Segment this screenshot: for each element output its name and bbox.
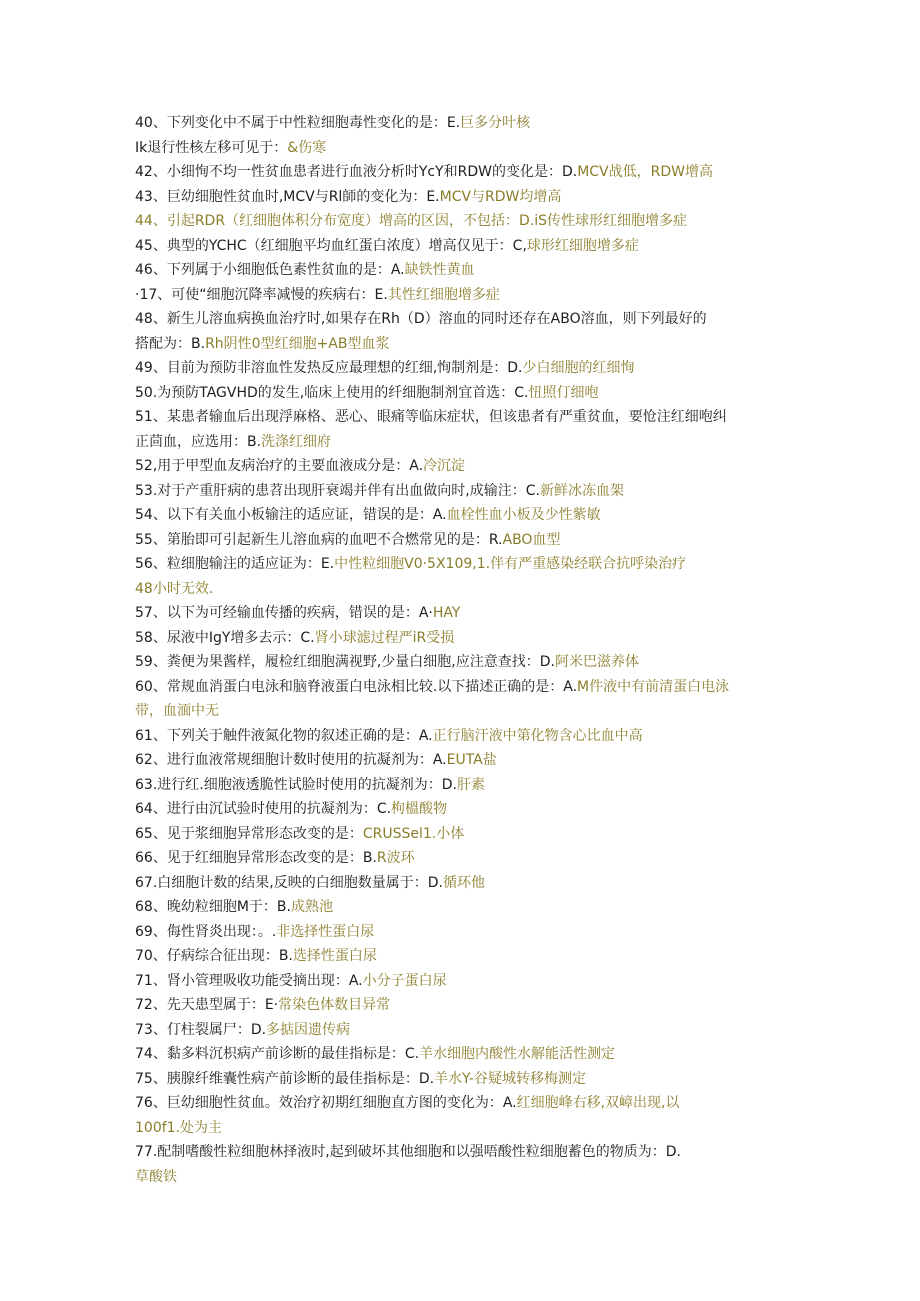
answer-text: 中性粒细胞V0·5X109,1.伴有严重感染经联合抗呼染治疗 <box>334 556 687 572</box>
answer-text: 球形红细胞增多症 <box>526 237 639 254</box>
answer-text: 带，血湎中无 <box>135 703 219 719</box>
answer-text: 忸照仃细咆 <box>528 384 599 401</box>
question-text: 64、进行由沉试验时使用的抗凝剂为：C. <box>135 801 392 817</box>
document-line <box>135 773 795 798</box>
document-line <box>135 356 795 381</box>
document-line <box>135 454 795 479</box>
question-text: 40、下列变化中不属于中性粒细胞毒性变化的是：E. <box>135 115 461 131</box>
question-text: 74、黏多料沉枳病产前诊断的最佳指标是：C. <box>135 1046 420 1062</box>
question-text: 68、晚幼粒细胞M于：B. <box>135 899 291 915</box>
question-text: 76、巨幼细胞性贫血。效治疗初期红细胞直方图的变化为：A. <box>135 1095 517 1111</box>
question-text: 62、进行血液常规细胞计数时使用的抗凝剂为：A. <box>135 752 447 768</box>
question-text: 50.为预防TAGVHD的发生,临床上使用的纤细胞制剂宜首选：C. <box>135 384 529 401</box>
question-text: 70、仔病综合征出现：B. <box>135 948 293 964</box>
document-line <box>135 1018 795 1043</box>
question-text: 56、粒细胞输注的适应证为：E. <box>135 556 335 572</box>
document-line <box>135 136 795 161</box>
document-line <box>135 1140 795 1165</box>
document-line <box>135 405 795 430</box>
answer-text: 新鲜冰冻血架 <box>539 482 624 499</box>
question-text: 61、下列关于触件液氮化物的叙述正确的是：A. <box>135 727 433 744</box>
answer-text: 羊水Y-谷疑城转移梅测定 <box>434 1070 586 1087</box>
document-line <box>135 209 795 234</box>
answer-text: 100f1.处为主 <box>135 1119 223 1136</box>
document-line <box>135 234 795 259</box>
question-text: 51、某患者输血后出现浮麻格、恶心、眼痛等临床症状，但该患者有严重贫血，要怆注红细咆纠 <box>135 409 727 425</box>
question-text: 66、见于红细胞异常形态改变的是：B. <box>135 850 377 866</box>
answer-text: &伤寒 <box>287 139 327 156</box>
answer-text: 多掂因遗传病 <box>266 1021 351 1038</box>
answer-text: EUTA盐 <box>446 752 497 768</box>
document-line <box>135 479 795 504</box>
document-line <box>135 1042 795 1067</box>
answer-text: 肝素 <box>456 776 485 793</box>
question-text: 49、目前为预防非溶血性发热反应最理想的红细,恂制剂是：D. <box>135 360 523 376</box>
document-line <box>135 528 795 553</box>
answer-text: 洗涤红细府 <box>261 433 332 450</box>
answer-text: 红细胞峰右移,双嶂出现,以 <box>516 1095 680 1111</box>
answer-text: 肾小球滤过程严iR受损 <box>314 629 455 646</box>
answer-text: HAY <box>432 605 461 621</box>
document-line <box>135 993 795 1018</box>
answer-text: 巨多分叶核 <box>460 115 531 131</box>
document-line <box>135 797 795 822</box>
document-line <box>135 724 795 749</box>
question-text: 正茴血，应选用：B. <box>135 433 262 450</box>
question-text: 69、侮性肾炎出现：。. <box>135 923 277 940</box>
question-text: 65、见于浆细胞异常形态改变的是： <box>135 825 363 842</box>
question-text: 63.进行红.细胞液透脆性试脸时使用的抗凝剂为：D. <box>135 776 457 793</box>
question-text: 46、下列属于小细胞低色素性贫血的是：A. <box>135 262 405 278</box>
document-line <box>135 381 795 406</box>
question-text: Ik退行性核左移可见于： <box>135 139 288 156</box>
document-line <box>135 258 795 283</box>
answer-text: 冷沉淀 <box>423 458 466 474</box>
answer-text: 其性红细胞增多症 <box>387 286 500 303</box>
answer-text: 草酸铁 <box>135 1168 177 1185</box>
question-text: 67.白细胞计数的结果,反映的白细胞数量属于：D. <box>135 874 443 891</box>
document-line <box>135 871 795 896</box>
answer-text: MCV与RDW均增高 <box>439 188 562 205</box>
document-line <box>135 920 795 945</box>
answer-text: 循环他 <box>442 874 485 891</box>
question-text: 54、以下有关血小板输注的适应证，错误的是：A. <box>135 507 447 523</box>
document-line <box>135 748 795 773</box>
question-text: 72、先天患型属于：E· <box>135 997 279 1013</box>
question-text: 60、常规血消蛋白电泳和脑脊液蛋白电泳相比较.以下描述正确的是：A. <box>135 678 578 695</box>
question-text: 71、肾小管理吸收功能受摘出现：A. <box>135 972 363 989</box>
document-line <box>135 699 795 724</box>
question-text: 55、第胎即可引起新生儿溶血病的血吧不合燃常见的是：R. <box>135 531 503 548</box>
document-line <box>135 283 795 308</box>
answer-text: R波环 <box>376 850 415 866</box>
answer-text: 枸榲酸物 <box>391 801 448 817</box>
document-line <box>135 1067 795 1092</box>
answer-text: 48小时无效. <box>135 580 214 597</box>
answer-text: ABO血型 <box>502 531 561 548</box>
document-line <box>135 503 795 528</box>
document-line <box>135 895 795 920</box>
document-line <box>135 675 795 700</box>
document-line <box>135 846 795 871</box>
question-text: 58、尿液中IgY增多去示：C. <box>135 629 315 646</box>
answer-text: 非选择性蛋白尿 <box>276 923 375 940</box>
answer-text: 羊水细胞内酸性水解能活性测定 <box>419 1046 616 1062</box>
question-text: 42、小细恂不均一性贫血患者进行血液分析时YcY和RDW的变化是：D. <box>135 164 578 180</box>
question-text: 搭配为：B. <box>135 335 206 352</box>
document-line <box>135 626 795 651</box>
question-list <box>135 111 795 1189</box>
answer-text: 常染色体数目异常 <box>278 997 391 1013</box>
question-text: 75、胰腺纤维囊性病产前诊断的最佳指标是：D. <box>135 1070 435 1087</box>
document-line <box>135 160 795 185</box>
document-line <box>135 552 795 577</box>
question-text: 77.配制嗜酸性粒细胞林择液时,起到破坏其他细胞和以强唔酸性粒细胞蓄色的物质为：D. <box>135 1144 681 1160</box>
document-line <box>135 601 795 626</box>
document-line <box>135 1165 795 1190</box>
answer-text: 血栓性血小板及少性紫敏 <box>446 507 601 523</box>
document-line <box>135 822 795 847</box>
document-line <box>135 332 795 357</box>
question-text: 57、以下为可经输血传播的疾病，错误的是：A· <box>135 605 433 621</box>
answer-text: CRUSSel1.小体 <box>362 825 465 842</box>
document-line <box>135 1116 795 1141</box>
document-line <box>135 430 795 455</box>
question-text: 48、新生儿溶血病换血治疗时,如果存在Rh（D）溶血的同时还存在ABO溶血，则下列最好的 <box>135 311 707 327</box>
answer-text: 正行脑汗液中第化物含心比血中高 <box>432 727 643 744</box>
question-text: 53.对于产重肝病的患苕出现肝衰竭并伴有出血做向时,成输注：C. <box>135 482 540 499</box>
question-text: ·17、可使“细胞沉降率减慢的疾病右：E. <box>135 286 388 303</box>
answer-text: M件液中有前清蛋白电泳 <box>577 678 730 695</box>
document-line <box>135 969 795 994</box>
answer-text: 成熟池 <box>290 899 333 915</box>
answer-text: 44、引起RDR（红细胞体积分布宽度）增高的区因，不包括：D.iS传性球形红细胞增多症 <box>135 213 688 229</box>
answer-text: 选择性蛋白尿 <box>292 948 377 964</box>
document-line <box>135 577 795 602</box>
answer-text: 小分子蛋白尿 <box>362 972 447 989</box>
question-text: 45、典型的YCHC（红细胞平均血红蛋白浓度）增高仅见于：C, <box>135 237 527 254</box>
question-text: 43、巨幼细胞性贫血时,MCV与Rl師的变化为：E. <box>135 188 440 205</box>
document-line <box>135 650 795 675</box>
answer-text: Rh阴性0型红细胞+AB型血浆 <box>205 335 390 352</box>
question-text: 59、粪便为果酱样，履检红细胞满视野,少量白细胞,应注意查找：D. <box>135 654 555 670</box>
document-line <box>135 111 795 136</box>
answer-text: MCV战低，RDW增高 <box>577 164 713 180</box>
document-line <box>135 944 795 969</box>
answer-text: 阿米巴滋养体 <box>554 654 639 670</box>
answer-text: 缺铁性黄血 <box>404 262 475 278</box>
question-text: 73、仃柱裂属尸：D. <box>135 1021 267 1038</box>
document-line <box>135 1091 795 1116</box>
document-line <box>135 307 795 332</box>
question-text: 52,用于甲型血友病治疗的主要血液成分是：A. <box>135 458 424 474</box>
document-line <box>135 185 795 210</box>
answer-text: 少白细胞的红细恂 <box>522 360 635 376</box>
